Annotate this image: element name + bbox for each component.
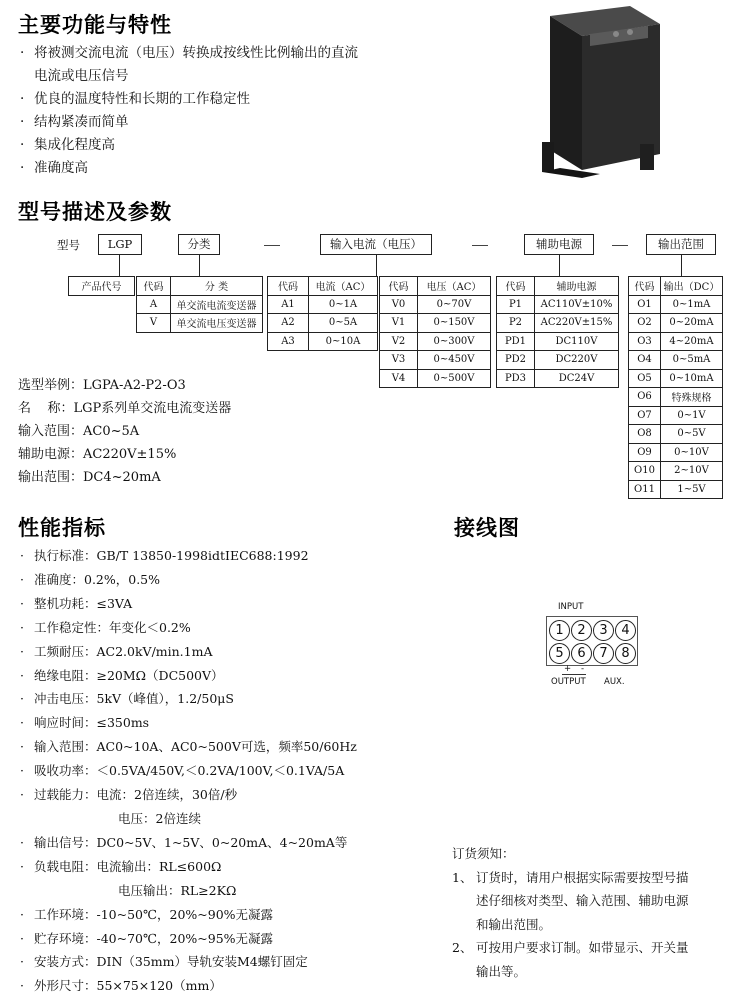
table-cell: V xyxy=(137,314,171,333)
spec-item-cont: 电压输出：RL≥2KΩ xyxy=(118,882,237,898)
table-cell: A2 xyxy=(268,314,309,333)
spec-item: · 过载能力：电流：2倍连续，30倍/秒 xyxy=(20,787,238,803)
spec-item: · 整机功耗：≤3VA xyxy=(20,595,133,611)
table-cell: AC220V±15% xyxy=(535,314,619,333)
feature-item: · 将被测交流电流（电压）转换成按线性比例输出的直流 xyxy=(20,45,358,61)
table-cell: 0~450V xyxy=(418,351,491,370)
table-cell: 0~5A xyxy=(309,314,378,333)
table-cell: O3 xyxy=(629,332,661,351)
order-note-item: 1、 订货时，请用户根据实际需要按型号描 述仔细核对类型、输入范围、辅助电源 和输出范围。 xyxy=(452,869,689,932)
table-cell: O8 xyxy=(629,425,661,444)
table-cell: O9 xyxy=(629,443,661,462)
table-cell: 0~500V xyxy=(418,369,491,388)
spec-item: · 外形尺寸：55×75×120（mm） xyxy=(20,978,222,994)
table-header: 辅助电源 xyxy=(535,277,619,296)
selection-line: 输出范围：DC4~20mA xyxy=(18,470,161,485)
spec-item: · 工作环境：-10~50℃，20%~90%无凝露 xyxy=(20,906,274,922)
model-title: 型号描述及参数 xyxy=(18,200,172,224)
spec-item: · 输出信号：DC0~5V、1~5V、0~20mA、4~20mA等 xyxy=(20,834,348,850)
table-header: 代码 xyxy=(268,277,309,296)
dash xyxy=(264,245,280,246)
table-cell: 0~10V xyxy=(661,443,723,462)
dash xyxy=(612,245,628,246)
table-cell: PD2 xyxy=(497,351,535,370)
table-cell: O4 xyxy=(629,351,661,370)
input-box: 输入电流（电压） xyxy=(320,234,432,255)
output-box: 输出范围 xyxy=(646,234,716,255)
table-cell: A3 xyxy=(268,332,309,351)
selection-example xyxy=(18,374,231,489)
table-cell: PD1 xyxy=(497,332,535,351)
connector xyxy=(199,255,200,276)
table-cell: AC110V±10% xyxy=(535,295,619,314)
selection-line: 辅助电源：AC220V±15% xyxy=(18,447,177,462)
output-bracket xyxy=(562,674,586,675)
table-cell: P1 xyxy=(497,295,535,314)
terminal-pin: 3 xyxy=(593,620,614,641)
spec-item-cont: 电压：2倍连续 xyxy=(118,810,201,826)
table-cell: 单交流电压变送器 xyxy=(171,314,263,333)
output-table xyxy=(628,276,723,499)
table-cell: V2 xyxy=(380,332,418,351)
table-cell: 0~300V xyxy=(418,332,491,351)
spec-item: · 冲击电压：5kV（峰值），1.2/50μS xyxy=(20,691,234,707)
order-notes xyxy=(452,842,742,983)
table-cell: P2 xyxy=(497,314,535,333)
features-title: 主要功能与特性 xyxy=(18,13,172,37)
power-table xyxy=(496,276,619,388)
terminal-pin: 2 xyxy=(571,620,592,641)
feature-item-cont: 电流或电压信号 xyxy=(34,68,129,84)
aux-label: AUX. xyxy=(604,677,625,687)
spec-item: · 贮存环境：-40~70℃，20%~95%无凝露 xyxy=(20,930,274,946)
spec-list xyxy=(20,544,357,998)
connector xyxy=(681,255,682,276)
selection-line: 名 称：LGP系列单交流电流变送器 xyxy=(18,401,232,416)
wiring-title: 接线图 xyxy=(454,516,520,540)
table-cell: 0~10A xyxy=(309,332,378,351)
connector xyxy=(559,255,560,276)
table-cell: V3 xyxy=(380,351,418,370)
spec-item: · 响应时间：≤350ms xyxy=(20,715,150,731)
device-image xyxy=(520,4,665,180)
table-cell: 2~10V xyxy=(661,462,723,481)
connector xyxy=(376,255,377,276)
table-header: 代码 xyxy=(380,277,418,296)
table-cell: O11 xyxy=(629,480,661,499)
feature-item: · 集成化程度高 xyxy=(20,137,115,153)
table-cell: 0~1V xyxy=(661,406,723,425)
table-cell: 0~5V xyxy=(661,425,723,444)
table-cell: O5 xyxy=(629,369,661,388)
terminal-pin: 8 xyxy=(615,643,636,664)
table-header: 电流（AC） xyxy=(309,277,378,296)
table-cell: V1 xyxy=(380,314,418,333)
dash xyxy=(472,245,488,246)
terminal-pin: 6 xyxy=(571,643,592,664)
terminal-pin: 7 xyxy=(593,643,614,664)
table-cell: O2 xyxy=(629,314,661,333)
input-label: INPUT xyxy=(558,602,584,612)
connector xyxy=(119,255,120,276)
product-code-table xyxy=(68,276,135,296)
table-header: 电压（AC） xyxy=(418,277,491,296)
table-cell: PD3 xyxy=(497,369,535,388)
spec-item: · 输入范围：AC0~10A、AC0~500V可选，频率50/60Hz xyxy=(20,739,357,755)
table-cell: 0~70V xyxy=(418,295,491,314)
spec-item: · 准确度：0.2%，0.5% xyxy=(20,571,161,587)
spec-item: · 负载电阻：电流输出：RL≤600Ω xyxy=(20,858,222,874)
table-cell: DC24V xyxy=(535,369,619,388)
spec-item: · 绝缘电阻：≥20MΩ（DC500V） xyxy=(20,667,224,683)
minus-sign: - xyxy=(581,664,585,674)
table-cell: A1 xyxy=(268,295,309,314)
feature-item: · 准确度高 xyxy=(20,160,88,176)
table-header: 代码 xyxy=(629,277,661,296)
table-cell: 0~5mA xyxy=(661,351,723,370)
table-header: 输出（DC） xyxy=(661,277,723,296)
table-cell: O6 xyxy=(629,388,661,407)
voltage-table xyxy=(379,276,491,388)
table-cell: DC220V xyxy=(535,351,619,370)
table-cell: V4 xyxy=(380,369,418,388)
terminal-pin: 1 xyxy=(549,620,570,641)
terminal-pin: 4 xyxy=(615,620,636,641)
classify-table xyxy=(136,276,263,333)
table-header: 代码 xyxy=(137,277,171,296)
spec-item: · 工作稳定性：年变化＜0.2% xyxy=(20,619,191,635)
table-cell: O1 xyxy=(629,295,661,314)
current-table xyxy=(267,276,378,351)
table-cell: 1~5V xyxy=(661,480,723,499)
selection-line: 输入范围：AC0~5A xyxy=(18,424,140,439)
table-cell: 0~10mA xyxy=(661,369,723,388)
classify-box: 分类 xyxy=(178,234,220,255)
table-cell: O7 xyxy=(629,406,661,425)
table-cell: 0~150V xyxy=(418,314,491,333)
order-notes-title: 订货须知： xyxy=(452,846,515,861)
feature-list xyxy=(20,42,358,180)
table-cell: 4~20mA xyxy=(661,332,723,351)
plus-sign: + xyxy=(564,664,572,674)
table-header: 代码 xyxy=(497,277,535,296)
table-cell: 0~1mA xyxy=(661,295,723,314)
model-code-box: LGP xyxy=(98,234,142,255)
product-code-label: 产品代号 xyxy=(69,277,135,296)
table-cell: DC110V xyxy=(535,332,619,351)
table-cell: 0~1A xyxy=(309,295,378,314)
table-cell: 0~20mA xyxy=(661,314,723,333)
table-cell: V0 xyxy=(380,295,418,314)
spec-item: · 执行标准：GB/T 13850-1998idtIEC688:1992 xyxy=(20,548,309,563)
table-cell: 特殊规格 xyxy=(661,388,723,407)
order-note-item: 2、 可按用户要求订制。如带显示、开关量 输出等。 xyxy=(452,940,689,979)
feature-item: · 优良的温度特性和长期的工作稳定性 xyxy=(20,91,250,107)
table-header: 分 类 xyxy=(171,277,263,296)
performance-title: 性能指标 xyxy=(18,516,106,540)
power-box: 辅助电源 xyxy=(524,234,594,255)
spec-item: · 安装方式：DIN（35mm）导轨安装M4螺钉固定 xyxy=(20,954,308,970)
table-cell: O10 xyxy=(629,462,661,481)
output-label: OUTPUT xyxy=(551,677,586,687)
table-cell: A xyxy=(137,295,171,314)
spec-item: · 吸收功率：＜0.5VA/450V,＜0.2VA/100V,＜0.1VA/5A xyxy=(20,763,345,779)
selection-line: 选型举例：LGPA-A2-P2-O3 xyxy=(18,378,186,393)
spec-item: · 工频耐压：AC2.0kV/min.1mA xyxy=(20,643,213,659)
model-label: 型号 xyxy=(57,238,80,252)
table-cell: 单交流电流变送器 xyxy=(171,295,263,314)
terminal-pin: 5 xyxy=(549,643,570,664)
feature-item: · 结构紧凑而简单 xyxy=(20,114,129,130)
